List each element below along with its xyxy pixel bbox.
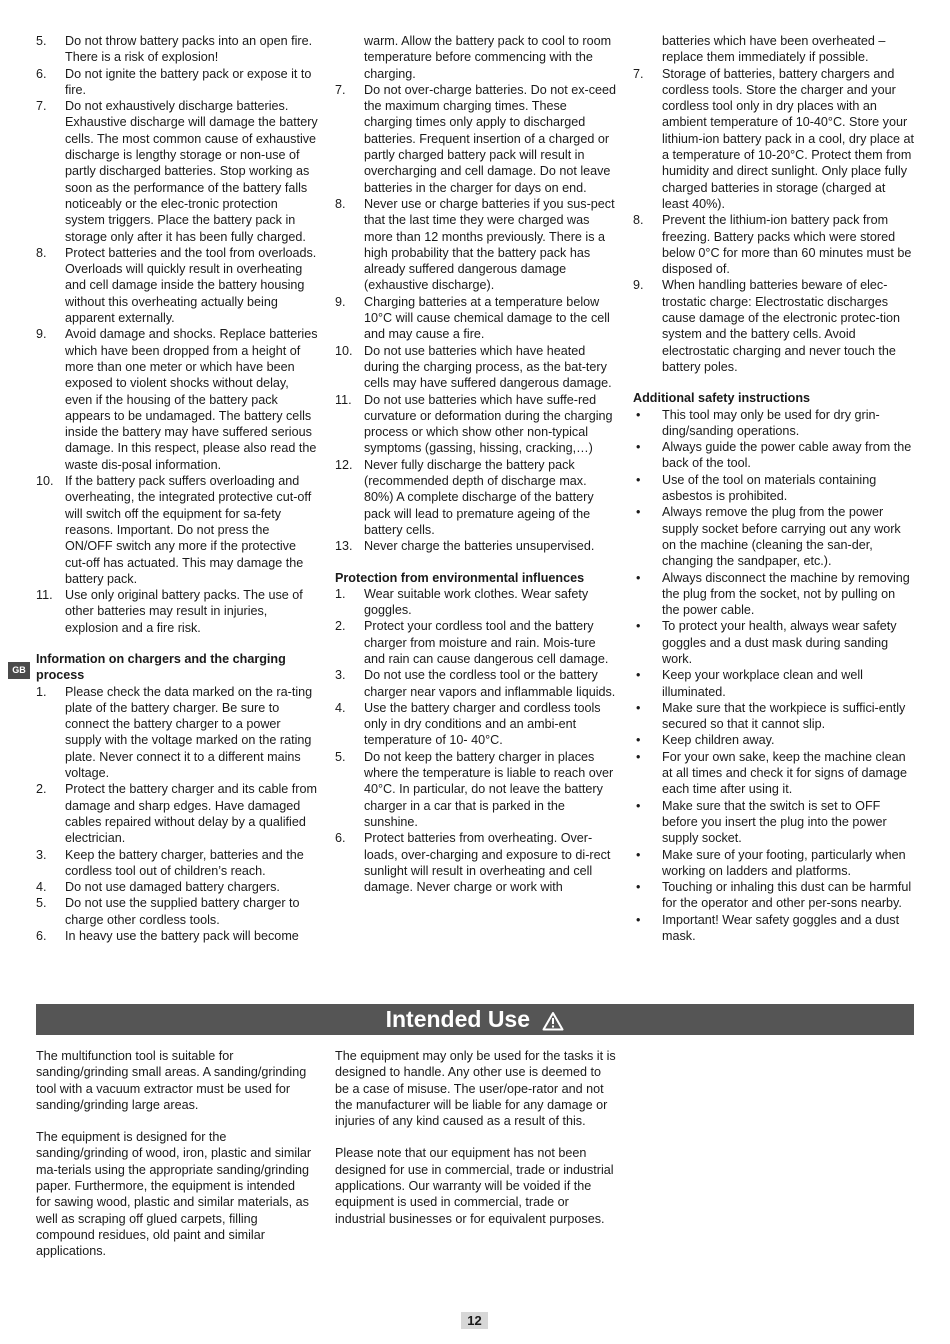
item-text: Touching or inhaling this dust can be harmful for the operator and other per-sons nearby.: [662, 880, 912, 911]
list-item: [36, 245, 318, 326]
list-item: [36, 928, 318, 944]
environment-heading: Protection from environmental influences: [335, 570, 585, 585]
item-text: If the battery pack suffers overloading and overheating, the integrated protective cut-off will switch off the equipment for sa-fety reasons. Important. Do not press the ON/OFF switch any more if the protective cut-off has actuated. This may damage the battery pack.: [65, 474, 312, 586]
item-number: 6.: [335, 831, 346, 846]
battery-safety-list-part3: [633, 33, 915, 375]
item-number: 4.: [335, 700, 346, 715]
list-item: [633, 33, 915, 66]
list-item: [335, 343, 617, 392]
item-text: Do not use damaged battery chargers.: [65, 880, 280, 895]
list-item: [335, 538, 617, 554]
list-item: [633, 798, 915, 847]
item-text: Always disconnect the machine by removing the plug from the socket, not by pulling on the power cable.: [662, 570, 910, 618]
bullet-marker: •: [636, 472, 641, 487]
bullet-marker: •: [636, 505, 641, 520]
item-number: 10.: [335, 343, 353, 358]
bullet-marker: •: [636, 570, 641, 585]
list-item: [36, 895, 318, 928]
item-text: Use of the tool on materials containing asbestos is prohibited.: [662, 472, 877, 504]
item-text: Avoid damage and shocks. Replace batteries which have been dropped from a height of more than one meter or which have been exposed to violent shocks without delay, even if the housing of the battery pack appears to be undamaged. The battery cells inside the battery may have suffered serious damage. In this respect, please also read the waste dis-posal information.: [65, 327, 318, 472]
list-item: [633, 912, 915, 945]
list-item: [633, 504, 915, 569]
list-item: [36, 684, 318, 782]
list-item: [335, 830, 617, 895]
item-number: 8.: [335, 196, 346, 211]
item-number: 6.: [36, 929, 47, 944]
chargers-heading: Information on chargers and the charging process: [36, 651, 286, 683]
list-item: [633, 732, 915, 748]
list-item: [335, 586, 617, 619]
list-item: [335, 196, 617, 294]
list-item: [36, 879, 318, 895]
list-item: [633, 618, 915, 667]
item-text: batteries which have been overheated – replace them immediately if possible.: [662, 34, 886, 65]
intended-right-paragraph: The equipment may only be used for the tasks it is designed to handle. Any other use is deemed to be a case of misuse. The user/ope-rator and not the manufacturer will be liable for any damage or injuries of any kind caused as a result of this.: [335, 1049, 616, 1129]
list-item: [633, 472, 915, 505]
item-text: This tool may only be used for dry grin-ding/sanding operations.: [662, 407, 880, 438]
bullet-marker: •: [636, 912, 641, 927]
item-text: Protect the battery charger and its cable from damage and sharp edges. Have damaged cables repaired without delay by a qualified electrician.: [65, 782, 317, 846]
item-text: Charging batteries at a temperature below 10°C will cause chemical damage to the cell and may cause a fire.: [364, 294, 610, 342]
battery-safety-list-part1: [36, 33, 318, 636]
item-text: In heavy use the battery pack will become: [65, 929, 299, 944]
item-text: When handling batteries beware of elec-trostatic charge: Electrostatic discharges cause damage of the electronic protec-tion system and the battery cells. Avoid electrostatic charging and never touch the battery poles.: [662, 278, 901, 374]
list-item: [633, 439, 915, 472]
bullet-marker: •: [636, 880, 641, 895]
list-item: [36, 33, 318, 66]
page-number: 12: [461, 1312, 488, 1329]
item-number: 1.: [36, 684, 47, 699]
column-3: [633, 33, 915, 944]
list-item: [335, 667, 617, 700]
column-1: [36, 33, 318, 944]
list-item: [633, 277, 915, 375]
item-text: Make sure of your footing, particularly when working on ladders and platforms.: [662, 847, 906, 878]
intended-use-title: Intended Use: [385, 1006, 531, 1032]
item-text: Protect batteries and the tool from overloads. Overloads will quickly result in overheating and cell damage inside the battery housing without this overheating actually being apparent externally.: [65, 245, 317, 326]
list-item: [36, 587, 318, 636]
item-text: Please check the data marked on the ra-ting plate of the battery charger. Be sure to connect the battery charger to a power supply with the voltage marked on the rating plate. Never connect it to a different mains voltage.: [65, 684, 313, 781]
item-text: Make sure that the switch is set to OFF before you insert the plug into the power supply socket.: [662, 798, 887, 846]
item-text: Make sure that the workpiece is suffici-ently secured so that it cannot slip.: [662, 700, 906, 732]
item-text: Prevent the lithium-ion battery pack from freezing. Battery packs which were stored below 0°C for more than 60 minutes must be disposed of.: [662, 213, 912, 277]
item-number: 10.: [36, 474, 54, 489]
item-text: Protect your cordless tool and the battery charger from moisture and rain. Mois-ture and rain can cause dangerous cell damage.: [364, 619, 609, 666]
item-number: 9.: [335, 294, 346, 309]
list-item: [633, 66, 915, 213]
bullet-marker: •: [636, 440, 641, 455]
item-text: Do not use batteries which have suffe-red curvature or deformation during the charging process or which show other non-typical symptoms (gassing, hissing, cracking,…): [364, 392, 613, 456]
item-text: Never charge the batteries unsupervised.: [364, 539, 595, 554]
item-text: warm. Allow the battery pack to cool to room temperature before commencing with the charging.: [364, 34, 612, 81]
list-item: [633, 212, 915, 277]
list-item: [335, 749, 617, 830]
list-item: [335, 294, 617, 343]
item-number: 7.: [36, 99, 47, 114]
item-number: 6.: [36, 66, 47, 81]
list-item: [36, 781, 318, 846]
item-number: 8.: [36, 245, 47, 260]
intended-use-right-text: [335, 1048, 617, 1227]
bullet-marker: •: [636, 798, 641, 813]
list-item: [633, 879, 915, 912]
list-item: [36, 98, 318, 245]
list-item: [633, 847, 915, 880]
item-number: 4.: [36, 880, 47, 895]
item-number: 9.: [36, 327, 47, 342]
language-tab: GB: [8, 662, 30, 679]
column-2: [335, 33, 617, 895]
item-number: 3.: [36, 847, 47, 862]
bullet-marker: •: [636, 847, 641, 862]
additional-safety-heading: Additional safety instructions: [633, 391, 811, 406]
item-text: Always guide the power cable away from the back of the tool.: [662, 440, 912, 471]
list-item: [36, 326, 318, 473]
item-text: Do not use the cordless tool or the battery charger near vapors and inflammable liquids.: [364, 668, 616, 699]
bullet-marker: •: [636, 407, 641, 422]
item-number: 5.: [36, 896, 47, 911]
list-item: [633, 700, 915, 733]
item-text: Do not over-charge batteries. Do not ex-ceed the maximum charging times. These charging times only apply to discharged batteries. Frequent insertion of a charged or partly charged battery pack will result in overcharging and cell damage. Do not leave batteries in the charger for days on end.: [364, 82, 617, 195]
battery-safety-list-part2: [335, 33, 617, 555]
list-item: [36, 473, 318, 587]
item-text: Never use or charge batteries if you sus-pect that the last time they were charged was more than 12 months previously. There is a high probability that the battery pack has already suffered dangerous damage (exhaustive discharge).: [364, 196, 615, 293]
item-text: Do not keep the battery charger in places where the temperature is liable to reach over 40°C. In particular, do not leave the battery charger in a car that is parked in the sunshine.: [364, 749, 614, 829]
list-item: [335, 618, 617, 667]
item-text: Do not use the supplied battery charger to charge other cordless tools.: [65, 896, 300, 927]
item-text: Wear suitable work clothes. Wear safety goggles.: [364, 586, 589, 618]
intended-use-left-text: [36, 1048, 312, 1260]
item-number: 2.: [335, 619, 346, 634]
list-item: [335, 33, 617, 82]
item-text: Important! Wear safety goggles and a dust mask.: [662, 912, 900, 944]
item-text: Keep children away.: [662, 733, 775, 748]
item-text: Never fully discharge the battery pack (recommended depth of discharge max. 80%) A complete discharge of the battery pack will lead to premature ageing of the battery cells.: [364, 457, 594, 537]
item-text: Do not throw battery packs into an open fire. There is a risk of explosion!: [65, 34, 313, 65]
list-item: [335, 392, 617, 457]
intended-left-paragraph: The multifunction tool is suitable for sanding/grinding small areas. A sanding/grinding tool with a vacuum extractor must be used for sanding/grinding large areas.: [36, 1049, 307, 1112]
item-text: To protect your health, always wear safety goggles and a dust mask during sanding work.: [662, 619, 897, 666]
item-number: 9.: [633, 278, 644, 293]
list-item: [633, 749, 915, 798]
warning-triangle-icon: [542, 1011, 564, 1031]
item-text: For your own sake, keep the machine clean at all times and check it for signs of damage each time after using it.: [662, 749, 908, 797]
list-item: [335, 700, 617, 749]
bullet-marker: •: [636, 668, 641, 683]
bullet-marker: •: [636, 749, 641, 764]
item-number: 2.: [36, 782, 47, 797]
list-item: [633, 570, 915, 619]
item-number: 1.: [335, 586, 346, 601]
item-text: Use the battery charger and cordless tools only in dry conditions and an ambi-ent temperature of 10- 40°C.: [364, 700, 601, 748]
item-text: Always remove the plug from the power supply socket before carrying out any work on the machine (cleaning the san-der, changing the sandpaper, etc.).: [662, 505, 901, 569]
item-text: Do not use batteries which have heated during the charging process, as the bat-tery cells may have suffered dangerous damage.: [364, 343, 612, 391]
item-text: Do not exhaustively discharge batteries. Exhaustive discharge will damage the battery cells. The most common cause of exhaustive discharge is lengthy storage or non-use of partly discharged batteries. Stop working as soon as the performance of the battery falls noticeably or the elec-tronic protection system triggers. Place the battery pack in storage only after it has been fully charged.: [65, 99, 318, 244]
intended-left-paragraph: The equipment is designed for the sanding/grinding of wood, iron, plastic and similar ma-terials using the appropriate sanding/grinding paper. Furthermore, the equipment is intended for sawing wood, plastic and similar materials, as well as scraping off glued carpets, filling compound residues, old paint and similar applications.: [36, 1130, 312, 1259]
item-text: Protect batteries from overheating. Over-loads, over-charging and exposure to di-rect sunlight will result in overheating and cell damage. Never charge or work with: [364, 831, 611, 895]
list-item: [36, 847, 318, 880]
item-number: 11.: [335, 392, 352, 407]
item-number: 5.: [36, 34, 47, 48]
bullet-marker: •: [636, 733, 641, 748]
additional-safety-list: [633, 407, 915, 945]
item-number: 3.: [335, 668, 346, 683]
item-text: Use only original battery packs. The use of other batteries may result in injuries, explosion and a fire risk.: [65, 588, 303, 635]
list-item: [335, 82, 617, 196]
list-item: [335, 457, 617, 538]
chargers-list: [36, 684, 318, 945]
item-text: Keep your workplace clean and well illuminated.: [662, 668, 863, 699]
bullet-marker: •: [636, 700, 641, 715]
item-text: Storage of batteries, battery chargers and cordless tools. Store the charger and your cordless tool only in dry places with an ambient temperature of 10-40°C. Store your lithium-ion battery pack in a cool, dry place at a temperature of 10-20°C. Protect them from humidity and direct sunlight. Only place fully charged batteries in storage (charged at least 40%).: [662, 66, 914, 211]
item-number: 7.: [335, 82, 346, 97]
intended-use-banner: [36, 1004, 914, 1035]
list-item: [633, 667, 915, 700]
list-item: [36, 66, 318, 99]
list-item: [633, 407, 915, 440]
bullet-marker: •: [636, 619, 641, 634]
environment-list: [335, 586, 617, 896]
item-number: 13.: [335, 539, 353, 554]
item-text: Do not ignite the battery pack or expose it to fire.: [65, 66, 312, 97]
item-number: 12.: [335, 457, 353, 472]
item-text: Keep the battery charger, batteries and the cordless tool out of children’s reach.: [65, 847, 304, 878]
item-number: 8.: [633, 213, 644, 228]
item-number: 7.: [633, 66, 644, 81]
item-number: 5.: [335, 749, 346, 764]
intended-right-paragraph: Please note that our equipment has not been designed for use in commercial, trade or industrial applications. Our warranty will be voided if the equipment is used in commercial, trade or industrial businesses or for equivalent purposes.: [335, 1146, 614, 1226]
item-number: 11.: [36, 588, 53, 603]
